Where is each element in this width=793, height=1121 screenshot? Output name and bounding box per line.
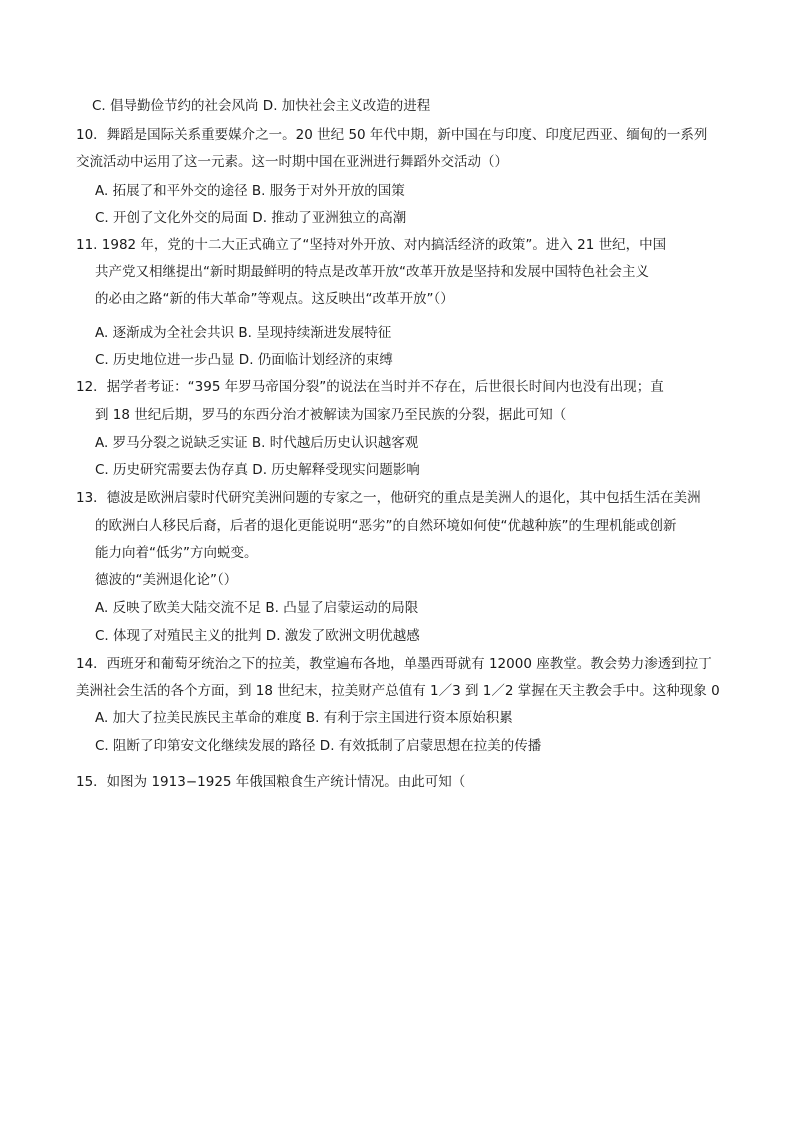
q12-option-cd: C. 历史研究需要去伪存真 D. 历史解释受现实问题影响 (95, 462, 420, 478)
q14-stem-line-2: 美洲社会生活的各个方面，到 18 世纪末，拉美财产总值有 1／3 到 1／2 掌握在天主教会手中。这种现象 0 (76, 683, 720, 699)
q11-stem-line-1: 11. 1982 年，党的十二大正式确立了“坚持对外开放、对内搞活经济的政策”。进入 21 世纪，中国 (76, 237, 667, 253)
q12-stem-line-1: 12．据学者考证：“395 年罗马帝国分裂”的说法在当时并不存在，后世很长时间内也没有出现；直 (76, 379, 664, 395)
q14-option-cd: C. 阻断了印第安文化继续发展的路径 D. 有效抵制了启蒙思想在拉美的传播 (95, 738, 542, 754)
q11-option-ab: A. 逐渐成为全社会共识 B. 呈现持续渐进发展特征 (95, 325, 392, 341)
q10-stem-line-1: 10．舞蹈是国际关系重要媒介之一。20 世纪 50 年代中期，新中国在与印度、印度尼西亚、缅甸的一系列 (76, 127, 708, 143)
q15-stem-line-1: 15．如图为 1913−1925 年俄国粮食生产统计情况。由此可知（ (76, 774, 466, 790)
q14-stem-line-1: 14．西班牙和葡萄牙统治之下的拉美，教堂遍布各地，单墨西哥就有 12000 座教堂。教会势力渗透到拉丁 (76, 656, 712, 672)
q10-option-ab: A. 拓展了和平外交的途径 B. 服务于对外开放的国策 (95, 183, 405, 199)
q10-option-cd: C. 开创了文化外交的局面 D. 推动了亚洲独立的高潮 (95, 210, 407, 226)
q12-option-ab: A. 罗马分裂之说缺乏实证 B. 时代越后历史认识越客观 (95, 435, 419, 451)
q11-option-cd: C. 历史地位进一步凸显 D. 仍面临计划经济的束缚 (95, 352, 393, 368)
q13-stem-line-2: 的欧洲白人移民后裔，后者的退化更能说明“恶劣”的自然环境如何使“优越种族”的生理机能或创新 (95, 518, 677, 534)
q11-stem-line-3: 的必由之路“新的伟大革命”等观点。这反映出“改革开放”（） (95, 291, 454, 307)
q13-stem-line-4: 德波的“美洲退化论”（） (95, 572, 238, 588)
q13-stem-line-1: 13．德波是欧洲启蒙时代研究美洲问题的专家之一，他研究的重点是美洲人的退化，其中包括生活在美洲 (76, 490, 701, 506)
q9-option-cd: C. 倡导勤俭节约的社会风尚 D. 加快社会主义改造的进程 (92, 98, 431, 114)
q13-stem-line-3: 能力向着“低劣”方向蜕变。 (95, 545, 258, 561)
q13-option-cd: C. 体现了对殖民主义的批判 D. 激发了欧洲文明优越感 (95, 628, 420, 644)
q11-stem-line-2: 共产党又相继提出“新时期最鲜明的特点是改革开放“改革开放是坚持和发展中国特色社会主义 (95, 264, 649, 280)
q13-option-ab: A. 反映了欧美大陆交流不足 B. 凸显了启蒙运动的局限 (95, 600, 419, 616)
q14-option-ab: A. 加大了拉美民族民主革命的难度 B. 有利于宗主国进行资本原始积累 (95, 710, 513, 726)
q10-stem-line-2: 交流活动中运用了这一元素。这一时期中国在亚洲进行舞蹈外交活动（） (76, 154, 508, 170)
q12-stem-line-2: 到 18 世纪后期，罗马的东西分治才被解读为国家乃至民族的分裂，据此可知（ (95, 407, 567, 423)
